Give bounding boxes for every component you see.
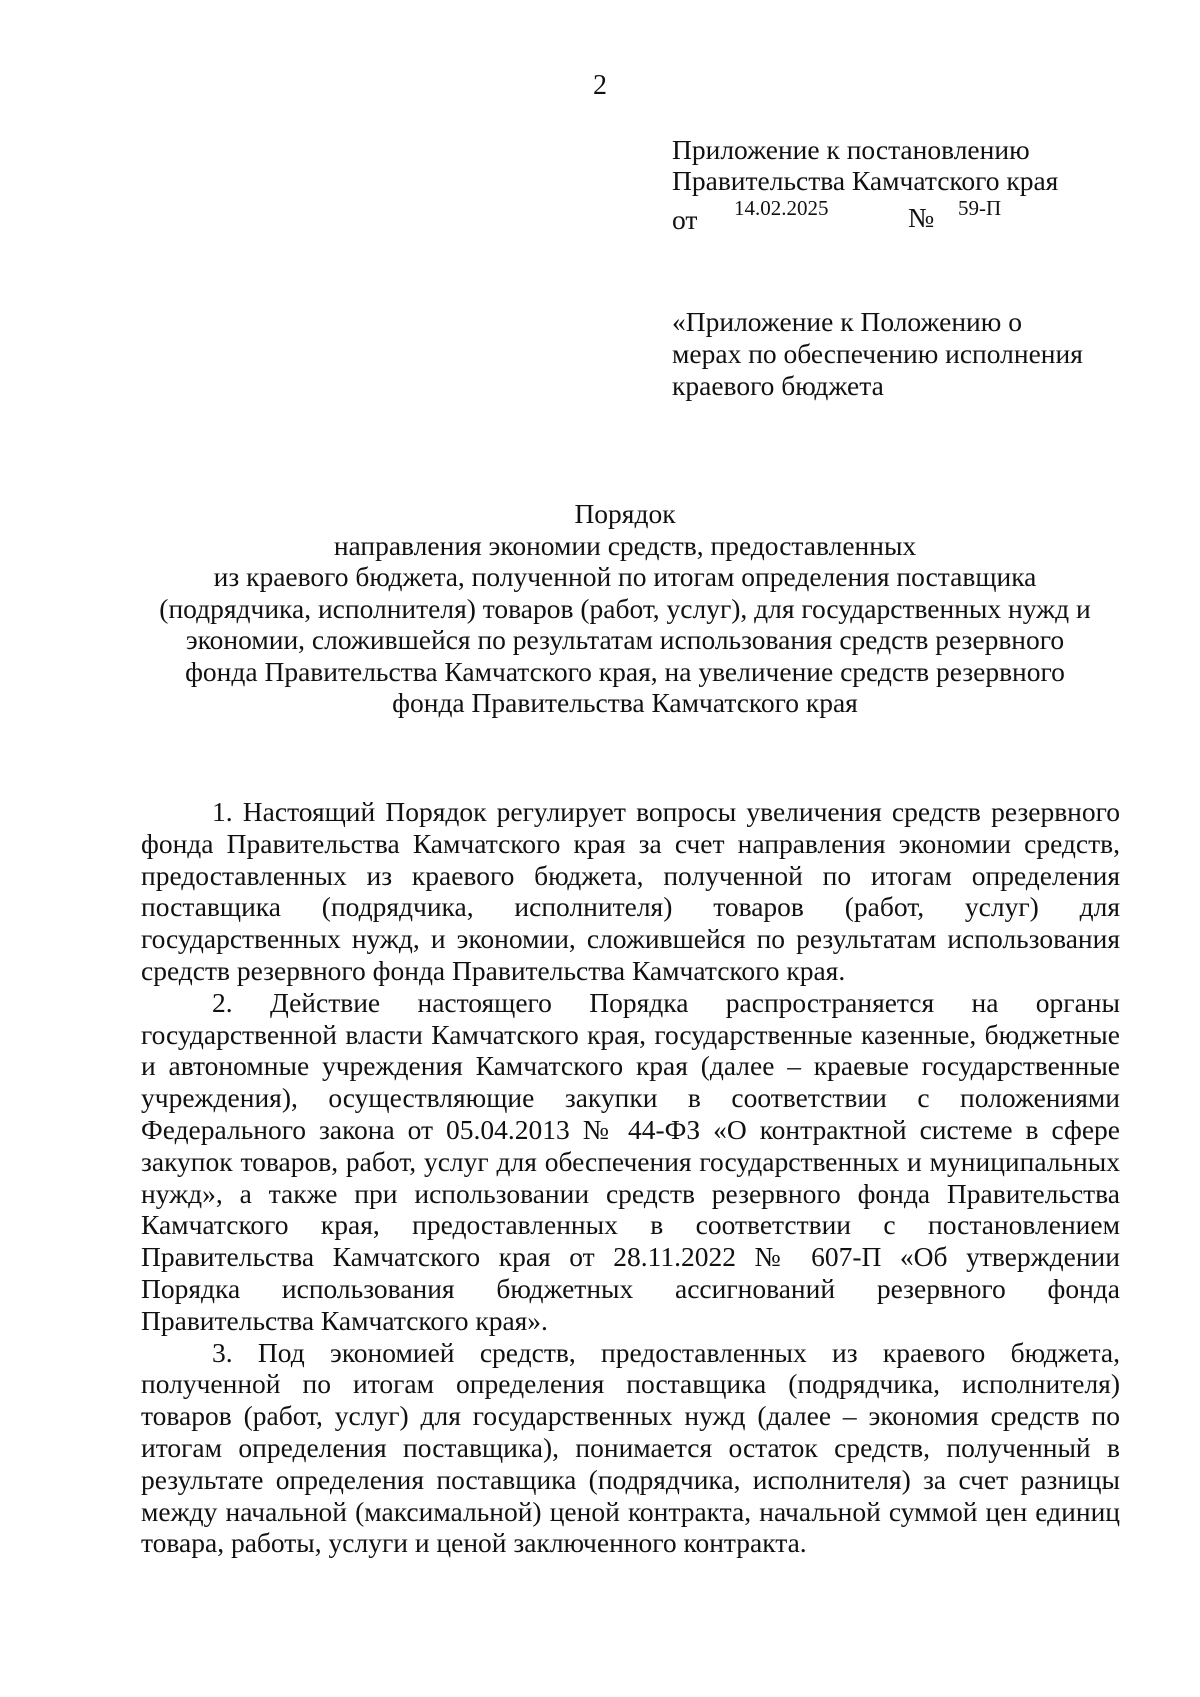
paragraph-2: 2. Действие настоящего Порядка распространяется на органы государственной власти Камчатского края, государственные казенные, бюджетные и автономные учреждения Камчатского края (далее – краевые государственные учреждения), осуществляющие закупки в соответствии с положениями Федерального закона от 05.04.2013 № 44-ФЗ «О контрактной системе в сфере закупок товаров, работ, услуг для обеспечения государственных и муниципальных нужд», а также при использовании средств резервного фонда Правительства Камчатского края, предоставленных в соответствии с постановлением Правительства Камчатского края от 28.11.2022 № 607-П «Об утверждении Порядка использования бюджетных ассигнований резервного фонда Правительства Камчатского края».	[141, 986, 1120, 1336]
title-line: Порядок	[574, 498, 676, 529]
annex-reference	[672, 196, 1092, 235]
ref-date: 14.02.2025	[734, 196, 829, 220]
title-line: направления экономии средств, предоставленных	[333, 529, 917, 561]
title-line: (подрядчика, исполнителя) товаров (работ, услуг), для государственных нужд и	[159, 592, 1091, 624]
title-line: из краевого бюджета, полученной по итогам определения поставщика	[213, 561, 1037, 592]
annex2-line: мерах по обеспечению исполнения	[672, 338, 1083, 369]
ref-number-label: №	[908, 202, 935, 233]
paragraph-3: 3. Под экономией средств, предоставленных из краевого бюджета, полученной по итогам определения поставщика (подрядчика, исполнителя) товаров (работ, услуг) для государственных нужд (далее – экономия средств по итогам определения поставщика), понимается остаток средств, полученный в результате определения поставщика (подрядчика, исполнителя) за счет разницы между начальной (максимальной) ценой контракта, начальной суммой цен единиц товара, работы, услуги и ценой заключенного контракта.	[141, 1336, 1120, 1559]
annex-line: Правительства Камчатского края	[672, 165, 1059, 196]
annex-header	[672, 134, 1058, 196]
ref-number: 59-П	[958, 196, 1002, 220]
annex-to-regulation	[672, 306, 1083, 402]
paragraph-1: 1. Настоящий Порядок регулирует вопросы увеличения средств резервного фонда Правительства Камчатского края за счет направления экономии средств, предоставленных из краевого бюджета, полученной по итогам определения поставщика (подрядчика, исполнителя) товаров (работ, услуг) для государственных нужд, и экономии, сложившейся по результатам использования средств резервного фонда Правительства Камчатского края.	[141, 796, 1120, 986]
title-line: фонда Правительства Камчатского края, на увеличение средств резервного	[185, 655, 1065, 687]
title-line: фонда Правительства Камчатского края	[392, 687, 858, 718]
page-number: 2	[593, 70, 607, 101]
annex2-line: краевого бюджета	[672, 370, 884, 401]
ref-date-label: от	[672, 204, 698, 235]
annex-line: Приложение к постановлению	[672, 134, 1030, 165]
annex2-line: «Приложение к Положению о	[672, 306, 1022, 337]
title-line: экономии, сложившейся по результатам использования средств резервного	[185, 624, 1065, 655]
document-title	[60, 498, 1190, 719]
document-body	[141, 796, 1120, 1559]
